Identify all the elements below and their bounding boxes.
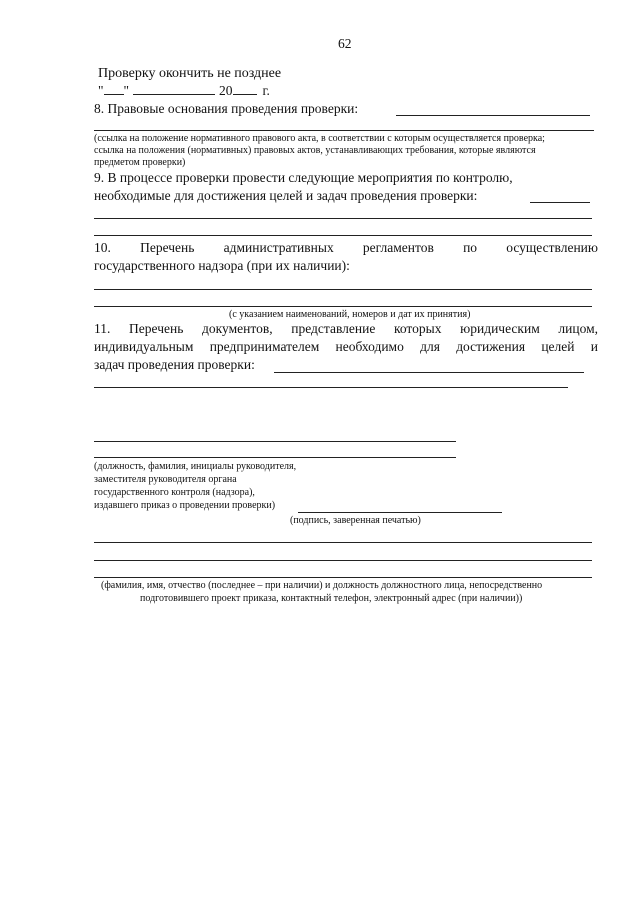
- item9-line1: 9. В процессе проверки провести следующие мероприятия по контролю,: [94, 170, 513, 185]
- signer-note-line4: издавшего приказ о проведении проверки): [94, 500, 276, 511]
- item10-blank-line2[interactable]: [94, 306, 592, 307]
- signer-note-line1: (должность, фамилия, инициалы руководителя,: [94, 461, 297, 472]
- item9-blank-line2[interactable]: [94, 235, 592, 236]
- year-prefix: 20: [219, 83, 233, 98]
- preparer-note-line2: подготовившего проект приказа, контактный телефон, электронный адрес (при наличии)): [140, 593, 523, 604]
- item11-fill-line[interactable]: [274, 372, 584, 373]
- item10-line1: 10. Перечень административных регламентов по осуществлению: [94, 240, 598, 255]
- signer-note-line2: заместителя руководителя органа: [94, 474, 237, 485]
- item9-fill-line[interactable]: [530, 202, 590, 203]
- item8-label: 8. Правовые основания проведения проверки:: [94, 101, 359, 116]
- signer-line1[interactable]: [94, 441, 456, 442]
- item9-blank-line1[interactable]: [94, 218, 592, 219]
- item8-fill-line[interactable]: [396, 115, 590, 116]
- year-suffix: г.: [262, 83, 270, 98]
- preparer-line3[interactable]: [94, 577, 592, 578]
- month-blank[interactable]: [133, 94, 215, 95]
- item10-note: (с указанием наименований, номеров и дат их принятия): [229, 309, 471, 320]
- item11-line1: 11. Перечень документов, представление которых юридическим лицом,: [94, 321, 598, 336]
- item8-blank-line[interactable]: [94, 130, 594, 131]
- item9-line2: необходимые для достижения целей и задач проведения проверки:: [94, 188, 478, 203]
- item11-line2: индивидуальным предпринимателем необходимо для достижения целей и: [94, 339, 598, 354]
- deadline-date-row: [98, 83, 270, 99]
- deadline-label: Проверку окончить не позднее: [98, 66, 282, 81]
- item10-blank-line1[interactable]: [94, 289, 592, 290]
- signer-line2[interactable]: [94, 457, 456, 458]
- preparer-line2[interactable]: [94, 560, 592, 561]
- item11-blank-line[interactable]: [94, 387, 568, 388]
- preparer-line1[interactable]: [94, 542, 592, 543]
- preparer-note-line1: (фамилия, имя, отчество (последнее – при наличии) и должность должностного лица, непосредственно: [101, 580, 543, 591]
- quote-close: ": [123, 83, 130, 98]
- signature-line[interactable]: [298, 512, 502, 513]
- item8-note-line1: (ссылка на положение нормативного правового акта, в соответствии с которым осуществляется проверка;: [94, 133, 545, 144]
- quote-open: ": [98, 83, 104, 98]
- signer-note-line3: государственного контроля (надзора),: [94, 487, 255, 498]
- item8-note-line2: ссылка на положения (нормативных) правовых актов, устанавливающих требования, которые являются: [94, 145, 536, 156]
- item11-line3: задач проведения проверки:: [94, 357, 255, 372]
- item10-line2: государственного надзора (при их наличии):: [94, 258, 350, 273]
- year-blank[interactable]: [233, 94, 257, 95]
- signature-note: (подпись, заверенная печатью): [290, 515, 421, 526]
- item8-note-line3: предметом проверки): [94, 157, 186, 168]
- page-number: 62: [338, 36, 352, 51]
- day-blank[interactable]: [104, 94, 124, 95]
